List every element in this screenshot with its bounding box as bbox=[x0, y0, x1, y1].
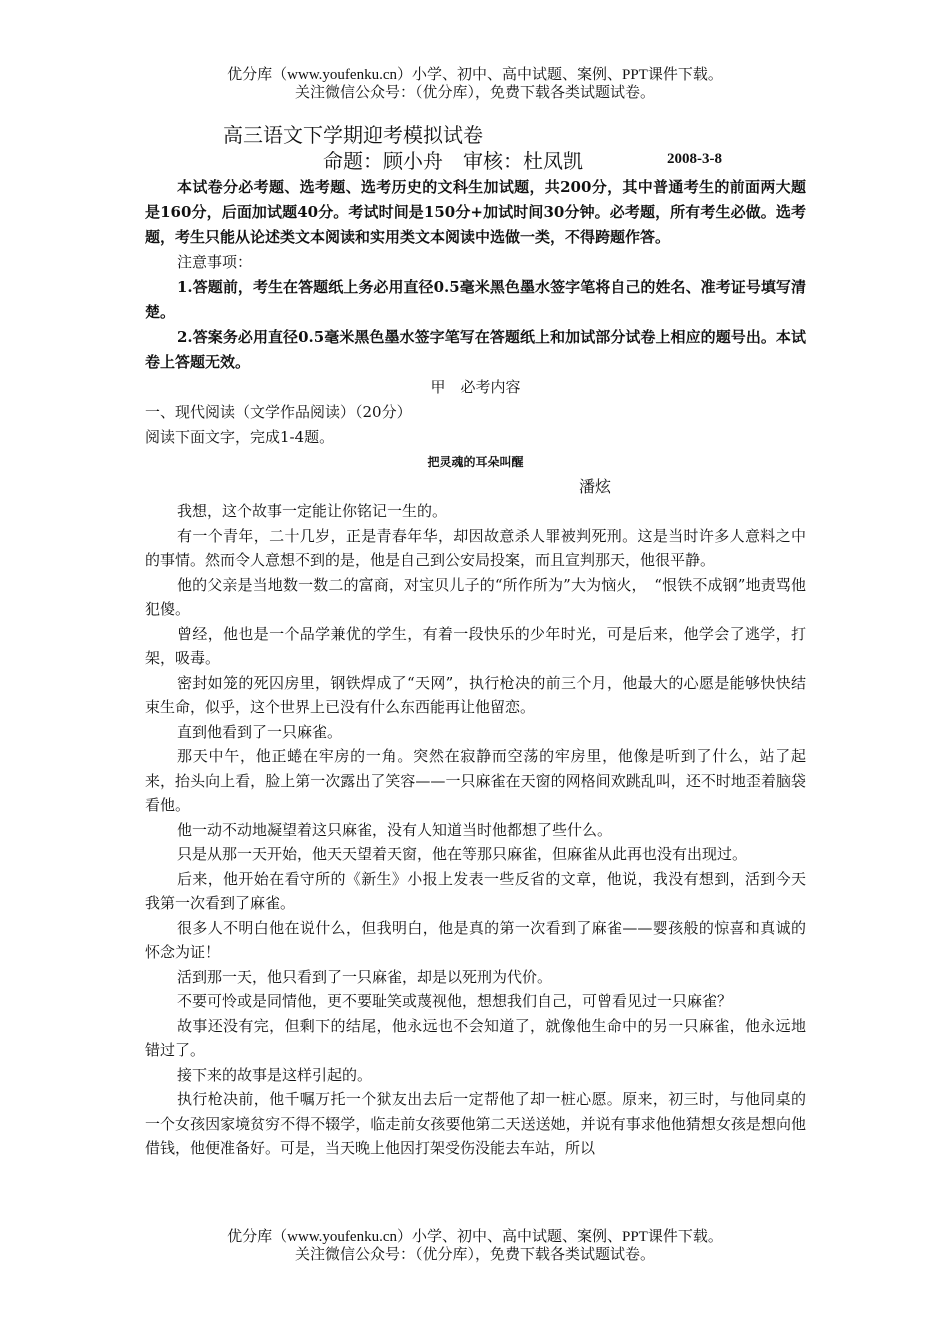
passage-paragraph: 不要可怜或是同情他，更不要耻笑或蔑视他，想想我们自己，可曾看见过一只麻雀？ bbox=[177, 992, 733, 1010]
passage-paragraph: 有一个青年，二十几岁，正是青春年华，却因故意杀人罪被判死刑。这是当时许多人意料之中的事情。然而令人意想不到的是，他是自己到公安局投案，而且宣判那天，他很平静。 bbox=[145, 526, 806, 569]
document-title: 高三语文下学期迎考模拟试卷 bbox=[223, 123, 483, 147]
reading-instruction: 阅读下面文字，完成1-4题。 bbox=[145, 428, 335, 446]
passage-paragraph: 那天中午，他正蜷在牢房的一角。突然在寂静而空荡的牢房里，他像是听到了什么，站了起来，抬头向上看，脸上第一次露出了笑容——一只麻雀在天窗的网格间欢跳乱叫，还不时地歪着脑袋看他。 bbox=[145, 747, 806, 814]
passage-paragraph: 直到他看到了一只麻雀。 bbox=[177, 722, 343, 741]
passage-paragraph: 后来，他开始在看守所的《新生》小报上发表一些反省的文章，他说，我没有想到，活到今天我第一次看到了麻雀。 bbox=[145, 869, 806, 912]
passage-paragraph: 密封如笼的死囚房里，钢铁焊成了“天网”，执行枪决的前三个月，他最大的心愿是能够快快结束生命，似乎，这个世界上已没有什么东西能再让他留恋。 bbox=[145, 673, 806, 716]
part-heading: 一、现代阅读（文学作品阅读）（20分） bbox=[145, 403, 412, 421]
document-body bbox=[145, 175, 806, 1161]
header-line-1: 优分库（www.youfenku.cn）小学、初中、高中试题、案例、PPT课件下载。 bbox=[227, 67, 723, 83]
passage-paragraph: 接下来的故事是这样引起的。 bbox=[177, 1065, 373, 1084]
passage-paragraph: 很多人不明白他在说什么，但我明白，他是真的第一次看到了麻雀——婴孩般的惊喜和真诚的怀念为证！ bbox=[145, 918, 806, 961]
header-line-2: 关注微信公众号：（优分库），免费下载各类试题试卷。 bbox=[294, 85, 655, 101]
passage-paragraph: 故事还没有完，但剩下的结尾，他永远也不会知道了，就像他生命中的另一只麻雀，他永远地错过了。 bbox=[145, 1016, 806, 1059]
passage-paragraph: 他的父亲是当地数一数二的富商，对宝贝儿子的“所作所为”大为恼火， “恨铁不成钢”地责骂他犯傻。 bbox=[145, 575, 806, 618]
notice-item-1: 1.答题前，考生在答题纸上务必用直径0.5毫米黑色墨水签字笔将自己的姓名、准考证号填写清楚。 bbox=[145, 278, 806, 321]
passage-paragraph: 我想，这个故事一定能让你铭记一生的。 bbox=[177, 502, 448, 520]
passage-author: 潘炫 bbox=[578, 477, 611, 496]
exam-intro: 本试卷分必考题、选考题、选考历史的文科生加试题，共200分，其中普通考生的前面两大题是160分，后面加试题40分。考试时间是150分+加试时间30分钟。必考题，所有考生必做。选考题，考生只能从论述类文本阅读和实用类文本阅读中选做一类，不得跨题作答。 bbox=[145, 178, 806, 246]
page-header bbox=[0, 66, 950, 102]
notice-label: 注意事项： bbox=[177, 253, 253, 271]
footer-line-1: 优分库（www.youfenku.cn）小学、初中、高中试题、案例、PPT课件下载。 bbox=[227, 1229, 723, 1245]
passage-paragraph: 他一动不动地凝望着这只麻雀，没有人知道当时他都想了些什么。 bbox=[177, 820, 613, 839]
page-footer bbox=[0, 1228, 950, 1264]
passage-paragraph: 曾经，他也是一个品学兼优的学生，有着一段快乐的少年时光，可是后来，他学会了逃学，打架，吸毒。 bbox=[145, 624, 806, 667]
document-date: 2008-3-8 bbox=[667, 151, 722, 167]
footer-line-2: 关注微信公众号：（优分库），免费下载各类试题试卷。 bbox=[294, 1247, 655, 1263]
passage-paragraph: 活到那一天，他只看到了一只麻雀，却是以死刑为代价。 bbox=[177, 967, 553, 986]
document-authors: 命题：顾小舟 审核：杜凤凯 bbox=[323, 149, 583, 173]
passage-title: 把灵魂的耳朵叫醒 bbox=[427, 455, 524, 469]
passage-paragraph: 只是从那一天开始，他天天望着天窗，他在等那只麻雀，但麻雀从此再也没有出现过。 bbox=[177, 845, 748, 863]
section-heading: 甲 必考内容 bbox=[430, 378, 521, 396]
notice-item-2: 2.答案务必用直径0.5毫米黑色墨水签字笔写在答题纸上和加试部分试卷上相应的题号出。本试卷上答题无效。 bbox=[145, 328, 806, 371]
passage-paragraph: 执行枪决前，他千嘱万托一个狱友出去后一定帮他了却一桩心愿。原来，初三时，与他同桌的一个女孩因家境贫穷不得不辍学，临走前女孩要他第二天送送她，并说有事求他他猜想女孩是想向他借钱，他便准备好。可是，当天晚上他因打架受伤没能去车站，所以 bbox=[145, 1090, 806, 1157]
